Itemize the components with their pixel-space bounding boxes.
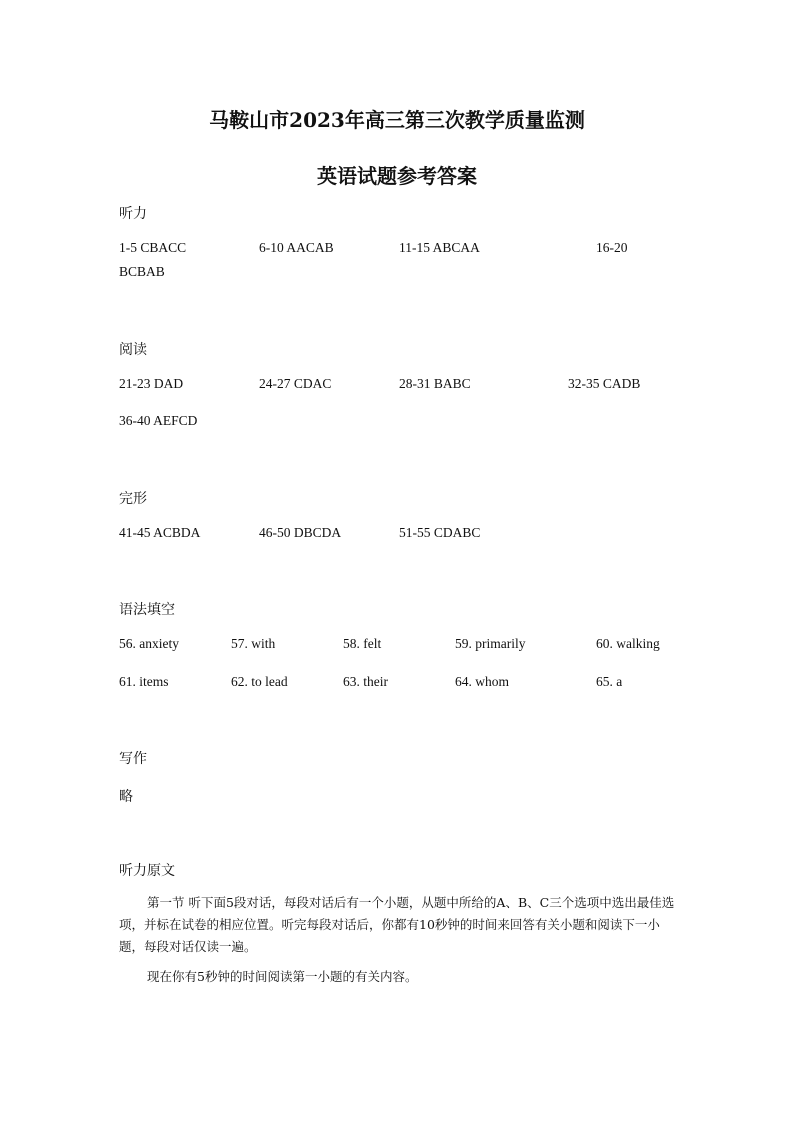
answer-grammar-60: 60. walking	[596, 636, 660, 651]
answer-grammar-58: 58. felt	[343, 636, 382, 651]
document-title: 马鞍山市2023年高三第三次教学质量监测	[209, 108, 585, 132]
answer-grammar-62: 62. to lead	[231, 674, 288, 689]
answer-reading-32-35: 32-35 CADB	[568, 376, 641, 391]
document-subtitle: 英语试题参考答案	[317, 164, 477, 188]
answer-grammar-63: 63. their	[343, 674, 388, 689]
answer-grammar-64: 64. whom	[455, 674, 509, 689]
answer-reading-21-23: 21-23 DAD	[119, 376, 184, 391]
answer-reading-36-40: 36-40 AEFCD	[119, 413, 198, 428]
answer-listening-16-20-value: BCBAB	[119, 264, 165, 279]
answer-grammar-56: 56. anxiety	[119, 636, 179, 651]
answer-grammar-57: 57. with	[231, 636, 276, 651]
answer-grammar-65: 65. a	[596, 674, 623, 689]
answer-reading-28-31: 28-31 BABC	[399, 376, 471, 391]
answer-grammar-61: 61. items	[119, 674, 169, 689]
answer-listening-11-15: 11-15 ABCAA	[399, 240, 480, 255]
answer-grammar-59: 59. primarily	[455, 636, 526, 651]
answer-reading-24-27: 24-27 CDAC	[259, 376, 332, 391]
answer-listening-6-10: 6-10 AACAB	[259, 240, 334, 255]
section-heading-writing: 写作	[119, 751, 147, 767]
answer-cloze-46-50: 46-50 DBCDA	[259, 525, 342, 540]
answer-listening-16-20-label: 16-20	[596, 240, 628, 255]
transcript-paragraph-1: 第一节 听下面5段对话，每段对话后有一个小题，从题中所给的A、B、C三个选项中选出最佳选项，并标在试卷的相应位置。听完每段对话后，你都有10秒钟的时间来回答有关小题和阅读下一小题，每段对话仅读一遍。	[119, 895, 675, 954]
section-heading-grammar: 语法填空	[119, 602, 175, 618]
answer-cloze-41-45: 41-45 ACBDA	[119, 525, 201, 540]
transcript-paragraph-2: 现在你有5秒钟的时间阅读第一小题的有关内容。	[147, 969, 418, 984]
section-heading-reading: 阅读	[119, 342, 147, 358]
section-heading-listening: 听力	[119, 206, 147, 222]
section-heading-transcript: 听力原文	[119, 863, 175, 879]
writing-content: 略	[119, 789, 133, 805]
answer-listening-1-5: 1-5 CBACC	[119, 240, 187, 255]
section-heading-cloze: 完形	[119, 491, 147, 507]
answer-cloze-51-55: 51-55 CDABC	[399, 525, 481, 540]
